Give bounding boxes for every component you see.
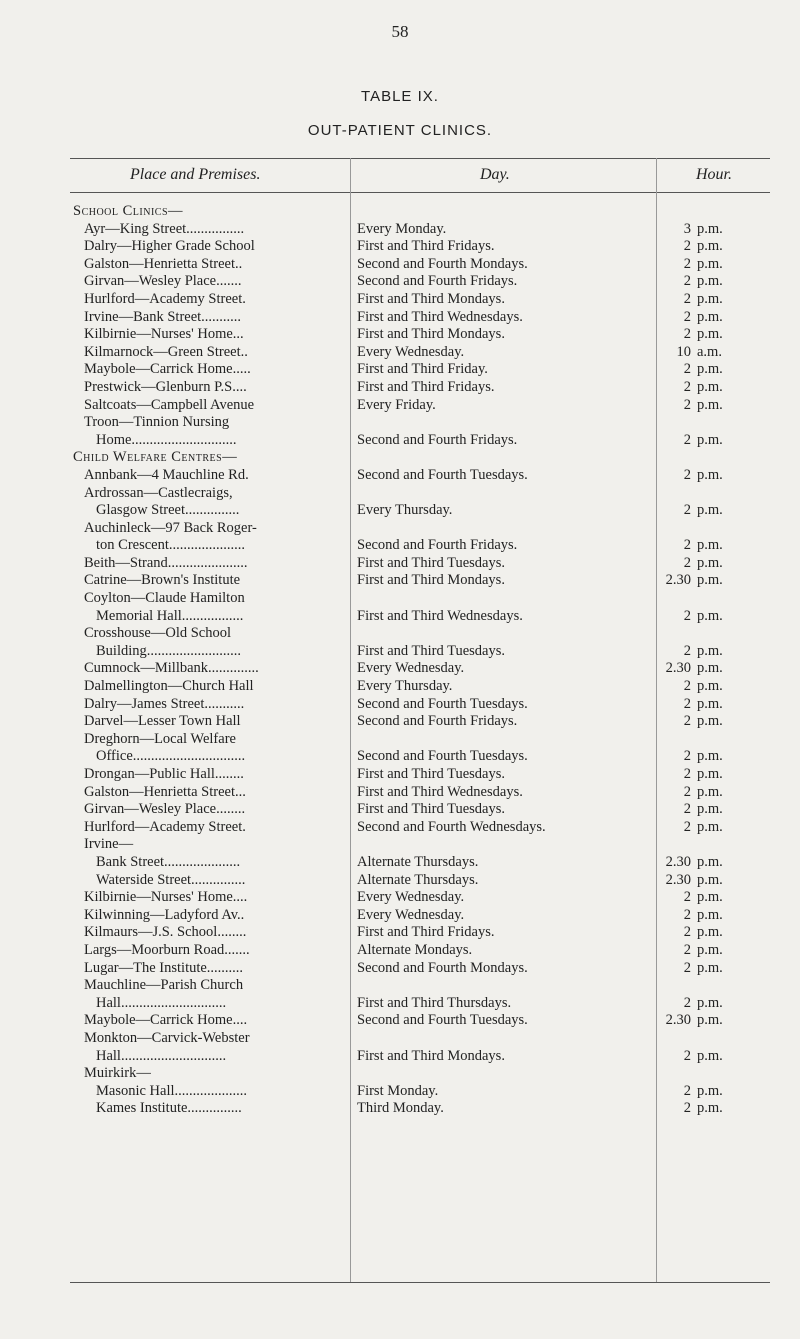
day-cell: First and Third Thursdays. [357,994,512,1011]
place-cell: Catrine—Brown's Institute [84,572,241,589]
hour-cell [663,696,770,714]
hour-value: 2 [683,713,691,730]
hour-unit: p.m. [697,889,723,906]
place-cell: Home............................. [96,431,237,448]
day-cell: First and Third Tuesdays. [357,766,505,782]
hour-value: 2 [683,607,691,624]
table-row [70,854,770,872]
hour-unit: p.m. [697,431,723,448]
table-row [70,485,770,503]
day-cell: First and Third Wednesdays. [357,783,523,800]
place-cell: ton Crescent..................... [96,537,246,554]
hour-value: 2 [683,238,691,255]
hour-unit: p.m. [697,308,723,325]
day-cell: Alternate Thursdays. [357,871,479,888]
table-row [70,221,770,239]
table-row [70,995,770,1013]
table-row [70,942,770,960]
hour-unit: p.m. [697,766,723,782]
table-row [70,467,770,485]
place-cell: Monkton—Carvick-Webster [84,1029,250,1046]
day-cell: Every Monday. [357,220,447,237]
hour-cell [663,784,770,802]
hour-cell [663,502,770,520]
hour-value: 2 [683,889,691,906]
place-cell: Maybole—Carrick Home..... [84,361,251,378]
place-cell: Galston—Henrietta Street.. [84,255,243,272]
place-cell: Beith—Strand...................... [84,554,248,571]
table-row [70,889,770,907]
place-cell: Ayr—King Street................ [84,220,245,237]
hour-unit: p.m. [697,994,723,1011]
place-cell: Dalry—James Street........... [84,695,245,712]
table-row [70,960,770,978]
table-row [70,238,770,256]
hour-unit: p.m. [697,255,723,272]
day-cell: Third Monday. [357,1100,444,1117]
table-row [70,1012,770,1030]
day-cell: First and Third Tuesdays. [357,554,505,571]
table-row [70,836,770,854]
hour-cell [663,467,770,485]
hour-cell [663,485,770,503]
day-cell: Second and Fourth Fridays. [357,431,518,448]
day-cell: First and Third Fridays. [357,924,495,941]
day-cell: Alternate Mondays. [357,941,473,958]
place-cell: Coylton—Claude Hamilton [84,590,245,607]
day-cell: Second and Fourth Mondays. [357,255,528,272]
place-cell: Kilmarnock—Green Street.. [84,343,248,360]
day-cell: First and Third Friday. [357,361,488,378]
place-cell: Saltcoats—Campbell Avenue [84,396,255,413]
hour-cell [663,273,770,291]
hour-cell [663,590,770,608]
header-hour: Hour. [696,166,733,183]
hour-unit: p.m. [697,941,723,958]
hour-value: 2 [683,801,691,818]
table-row [70,608,770,626]
hour-cell [663,572,770,590]
day-cell: Second and Fourth Tuesdays. [357,748,528,765]
place-cell: Lugar—The Institute.......... [84,959,244,976]
table-row [70,713,770,731]
hour-cell [663,836,770,854]
hour-cell [663,819,770,837]
day-cell: First and Third Wednesdays. [357,607,523,624]
hour-value: 2 [683,695,691,712]
hour-unit: p.m. [697,554,723,571]
place-cell: Galston—Henrietta Street... [84,783,246,800]
hour-value: 2 [683,290,691,307]
hour-value: 2 [683,537,691,554]
hour-value: 2 [683,255,691,272]
table-row [70,555,770,573]
table-row [70,203,770,221]
place-cell: Prestwick—Glenburn P.S.... [84,378,247,395]
clinics-table [70,158,770,1288]
hour-cell [663,678,770,696]
hour-unit: p.m. [697,290,723,307]
hour-cell [663,520,770,538]
table-subtitle: OUT-PATIENT CLINICS. [307,122,493,139]
page-number: 58 [391,22,409,41]
hour-unit: p.m. [697,695,723,712]
table-row [70,520,770,538]
table-row [70,872,770,890]
hour-value: 2 [683,924,691,941]
hour-value: 2 [683,326,691,343]
hour-unit: p.m. [697,502,723,519]
hour-cell [663,203,770,221]
table-row [70,748,770,766]
day-cell: Second and Fourth Tuesdays. [357,1012,528,1029]
table-row [70,696,770,714]
hour-value: 2 [683,431,691,448]
day-cell: First and Third Tuesdays. [357,642,505,659]
place-cell: Girvan—Wesley Place....... [84,273,242,290]
place-cell: Dalmellington—Church Hall [84,678,254,695]
place-cell: Kilbirnie—Nurses' Home.... [84,889,248,906]
place-cell: Memorial Hall................. [96,607,244,624]
place-cell: Bank Street..................... [96,853,241,870]
hour-value: 2 [683,554,691,571]
section-heading: Child Welfare Centres— [73,449,238,466]
day-cell: First and Third Fridays. [357,378,495,395]
hour-cell [663,660,770,678]
day-cell: First and Third Mondays. [357,290,505,307]
place-cell: Irvine—Bank Street........... [84,308,242,325]
hour-cell [663,1048,770,1066]
hour-value: 2 [683,748,691,765]
hour-unit: p.m. [697,871,723,888]
header-rule [70,192,770,193]
hour-value: 2 [683,1082,691,1099]
hour-unit: p.m. [697,959,723,976]
table-row [70,572,770,590]
day-cell: Second and Fourth Wednesdays. [357,818,546,835]
place-cell: Auchinleck—97 Back Roger- [84,519,257,536]
place-cell: Kilbirnie—Nurses' Home... [84,326,244,343]
hour-unit: p.m. [697,537,723,554]
day-cell: Every Wednesday. [357,889,465,906]
hour-value: 2 [683,994,691,1011]
table-row [70,678,770,696]
hour-unit: p.m. [697,607,723,624]
place-cell: Masonic Hall.................... [96,1082,248,1099]
hour-cell [663,625,770,643]
place-cell: Glasgow Street............... [96,502,240,519]
table-row [70,625,770,643]
hour-value: 2 [683,906,691,923]
place-cell: Crosshouse—Old School [84,625,232,642]
hour-unit: p.m. [697,801,723,818]
place-cell: Waterside Street............... [96,871,246,888]
day-cell: Second and Fourth Fridays. [357,713,518,730]
table-row [70,1100,770,1118]
day-cell: First Monday. [357,1082,439,1099]
hour-unit: p.m. [697,660,723,677]
table-row [70,1065,770,1083]
hour-value: 2 [683,378,691,395]
table-row [70,379,770,397]
day-cell: Second and Fourth Mondays. [357,959,528,976]
place-cell: Muirkirk— [84,1065,151,1082]
place-cell: Troon—Tinnion Nursing [84,414,230,431]
place-cell: Drongan—Public Hall........ [84,766,244,782]
hour-unit: p.m. [697,642,723,659]
hour-value: 2 [683,766,691,782]
hour-value: 2 [683,361,691,378]
table-row [70,361,770,379]
day-cell: Alternate Thursdays. [357,853,479,870]
hour-cell [663,748,770,766]
day-cell: First and Third Tuesdays. [357,801,505,818]
header-place: Place and Premises. [130,166,261,183]
table-body [70,203,770,1118]
day-cell: Every Thursday. [357,502,453,519]
table-row [70,291,770,309]
table-row [70,397,770,415]
table-row [70,924,770,942]
place-cell: Dalry—Higher Grade School [84,238,255,255]
hour-cell [663,432,770,450]
table-row [70,731,770,749]
hour-unit: p.m. [697,326,723,343]
place-cell: Building.......................... [96,642,242,659]
table-row [70,326,770,344]
hour-cell [663,854,770,872]
hour-unit: p.m. [697,1012,723,1029]
day-cell: First and Third Wednesdays. [357,308,523,325]
hour-value: 2 [683,502,691,519]
hour-cell [663,731,770,749]
table-row [70,801,770,819]
table-row [70,432,770,450]
place-cell: Kilwinning—Ladyford Av.. [84,906,245,923]
table-row [70,643,770,661]
hour-value: 2.30 [665,1012,691,1029]
hour-cell [663,414,770,432]
hour-value: 2.30 [665,660,691,677]
hour-unit: p.m. [697,713,723,730]
table-row [70,784,770,802]
day-cell: Second and Fourth Fridays. [357,537,518,554]
hour-unit: p.m. [697,466,723,483]
hour-cell [663,995,770,1013]
hour-cell [663,766,770,784]
hour-unit: p.m. [697,853,723,870]
hour-unit: p.m. [697,378,723,395]
hour-unit: p.m. [697,1047,723,1064]
hour-value: 2 [683,783,691,800]
hour-unit: p.m. [697,783,723,800]
hour-cell [663,537,770,555]
hour-unit: p.m. [697,1100,723,1117]
hour-cell [663,924,770,942]
place-cell: Mauchline—Parish Church [84,977,244,994]
hour-cell [663,889,770,907]
place-cell: Hall............................. [96,1047,227,1064]
place-cell: Hurlford—Academy Street. [84,818,246,835]
hour-value: 2 [683,396,691,413]
hour-cell [663,449,770,467]
day-cell: First and Third Mondays. [357,326,505,343]
table-row [70,819,770,837]
hour-value: 2.30 [665,871,691,888]
place-cell: Ardrossan—Castlecraigs, [84,484,233,501]
hour-unit: p.m. [697,361,723,378]
day-cell: Every Wednesday. [357,660,465,677]
hour-cell [663,907,770,925]
day-cell: First and Third Fridays. [357,238,495,255]
hour-value: 2 [683,466,691,483]
hour-cell [663,1100,770,1118]
table-row [70,256,770,274]
hour-unit: p.m. [697,572,723,589]
day-cell: Every Wednesday. [357,906,465,923]
day-cell: Second and Fourth Tuesdays. [357,466,528,483]
hour-value: 2.30 [665,572,691,589]
hour-unit: p.m. [697,238,723,255]
section-heading: School Clinics— [73,203,184,219]
hour-cell [663,1030,770,1048]
hour-unit: p.m. [697,818,723,835]
place-cell: Hall............................. [96,994,227,1011]
table-row [70,309,770,327]
hour-cell [663,344,770,362]
hour-cell [663,379,770,397]
hour-cell [663,942,770,960]
hour-cell [663,256,770,274]
place-cell: Irvine— [84,836,134,853]
hour-cell [663,713,770,731]
table-row [70,1048,770,1066]
day-cell: First and Third Mondays. [357,572,505,589]
place-cell: Hurlford—Academy Street. [84,290,246,307]
hour-cell [663,643,770,661]
place-cell: Girvan—Wesley Place........ [84,801,246,818]
hour-value: 3 [683,220,691,237]
hour-unit: p.m. [697,1082,723,1099]
hour-cell [663,1065,770,1083]
table-row [70,344,770,362]
day-cell: Every Wednesday. [357,343,465,360]
table-row [70,766,770,784]
hour-value: 2.30 [665,853,691,870]
place-cell: Office............................... [96,748,246,765]
table-row [70,977,770,995]
hour-cell [663,221,770,239]
hour-value: 2 [683,678,691,695]
place-cell: Darvel—Lesser Town Hall [84,713,241,730]
header-day: Day. [480,166,510,183]
hour-unit: a.m. [697,343,722,360]
hour-cell [663,555,770,573]
hour-cell [663,309,770,327]
hour-cell [663,397,770,415]
hour-cell [663,1083,770,1101]
table-row [70,1030,770,1048]
hour-value: 2 [683,941,691,958]
hour-cell [663,977,770,995]
hour-cell [663,326,770,344]
day-cell: Every Friday. [357,396,436,413]
hour-value: 2 [683,1100,691,1117]
table-row [70,273,770,291]
hour-unit: p.m. [697,273,723,290]
hour-value: 2 [683,1047,691,1064]
table-row [70,1083,770,1101]
day-cell: Second and Fourth Fridays. [357,273,518,290]
hour-value: 10 [676,343,691,360]
hour-cell [663,872,770,890]
hour-unit: p.m. [697,220,723,237]
hour-cell [663,291,770,309]
table-row [70,660,770,678]
place-cell: Cumnock—Millbank.............. [84,660,259,677]
top-rule [70,158,770,159]
table-row [70,414,770,432]
table-row [70,590,770,608]
table-title: TABLE IX. [361,88,439,105]
hour-value: 2 [683,273,691,290]
place-cell: Dreghorn—Local Welfare [84,730,236,747]
hour-cell [663,361,770,379]
place-cell: Kames Institute............... [96,1100,242,1117]
hour-value: 2 [683,959,691,976]
hour-unit: p.m. [697,924,723,941]
table-row [70,907,770,925]
hour-unit: p.m. [697,678,723,695]
place-cell: Annbank—4 Mauchline Rd. [84,466,249,483]
day-cell: Second and Fourth Tuesdays. [357,695,528,712]
hour-cell [663,801,770,819]
hour-cell [663,960,770,978]
table-row [70,537,770,555]
hour-value: 2 [683,308,691,325]
day-cell: First and Third Mondays. [357,1047,505,1064]
place-cell: Maybole—Carrick Home.... [84,1012,248,1029]
hour-cell [663,238,770,256]
hour-unit: p.m. [697,748,723,765]
hour-unit: p.m. [697,906,723,923]
place-cell: Largs—Moorburn Road....... [84,941,250,958]
place-cell: Kilmaurs—J.S. School........ [84,924,247,941]
hour-cell [663,608,770,626]
hour-value: 2 [683,642,691,659]
table-row [70,449,770,467]
hour-value: 2 [683,818,691,835]
day-cell: Every Thursday. [357,678,453,695]
table-row [70,502,770,520]
hour-unit: p.m. [697,396,723,413]
hour-cell [663,1012,770,1030]
bottom-rule [70,1282,770,1283]
